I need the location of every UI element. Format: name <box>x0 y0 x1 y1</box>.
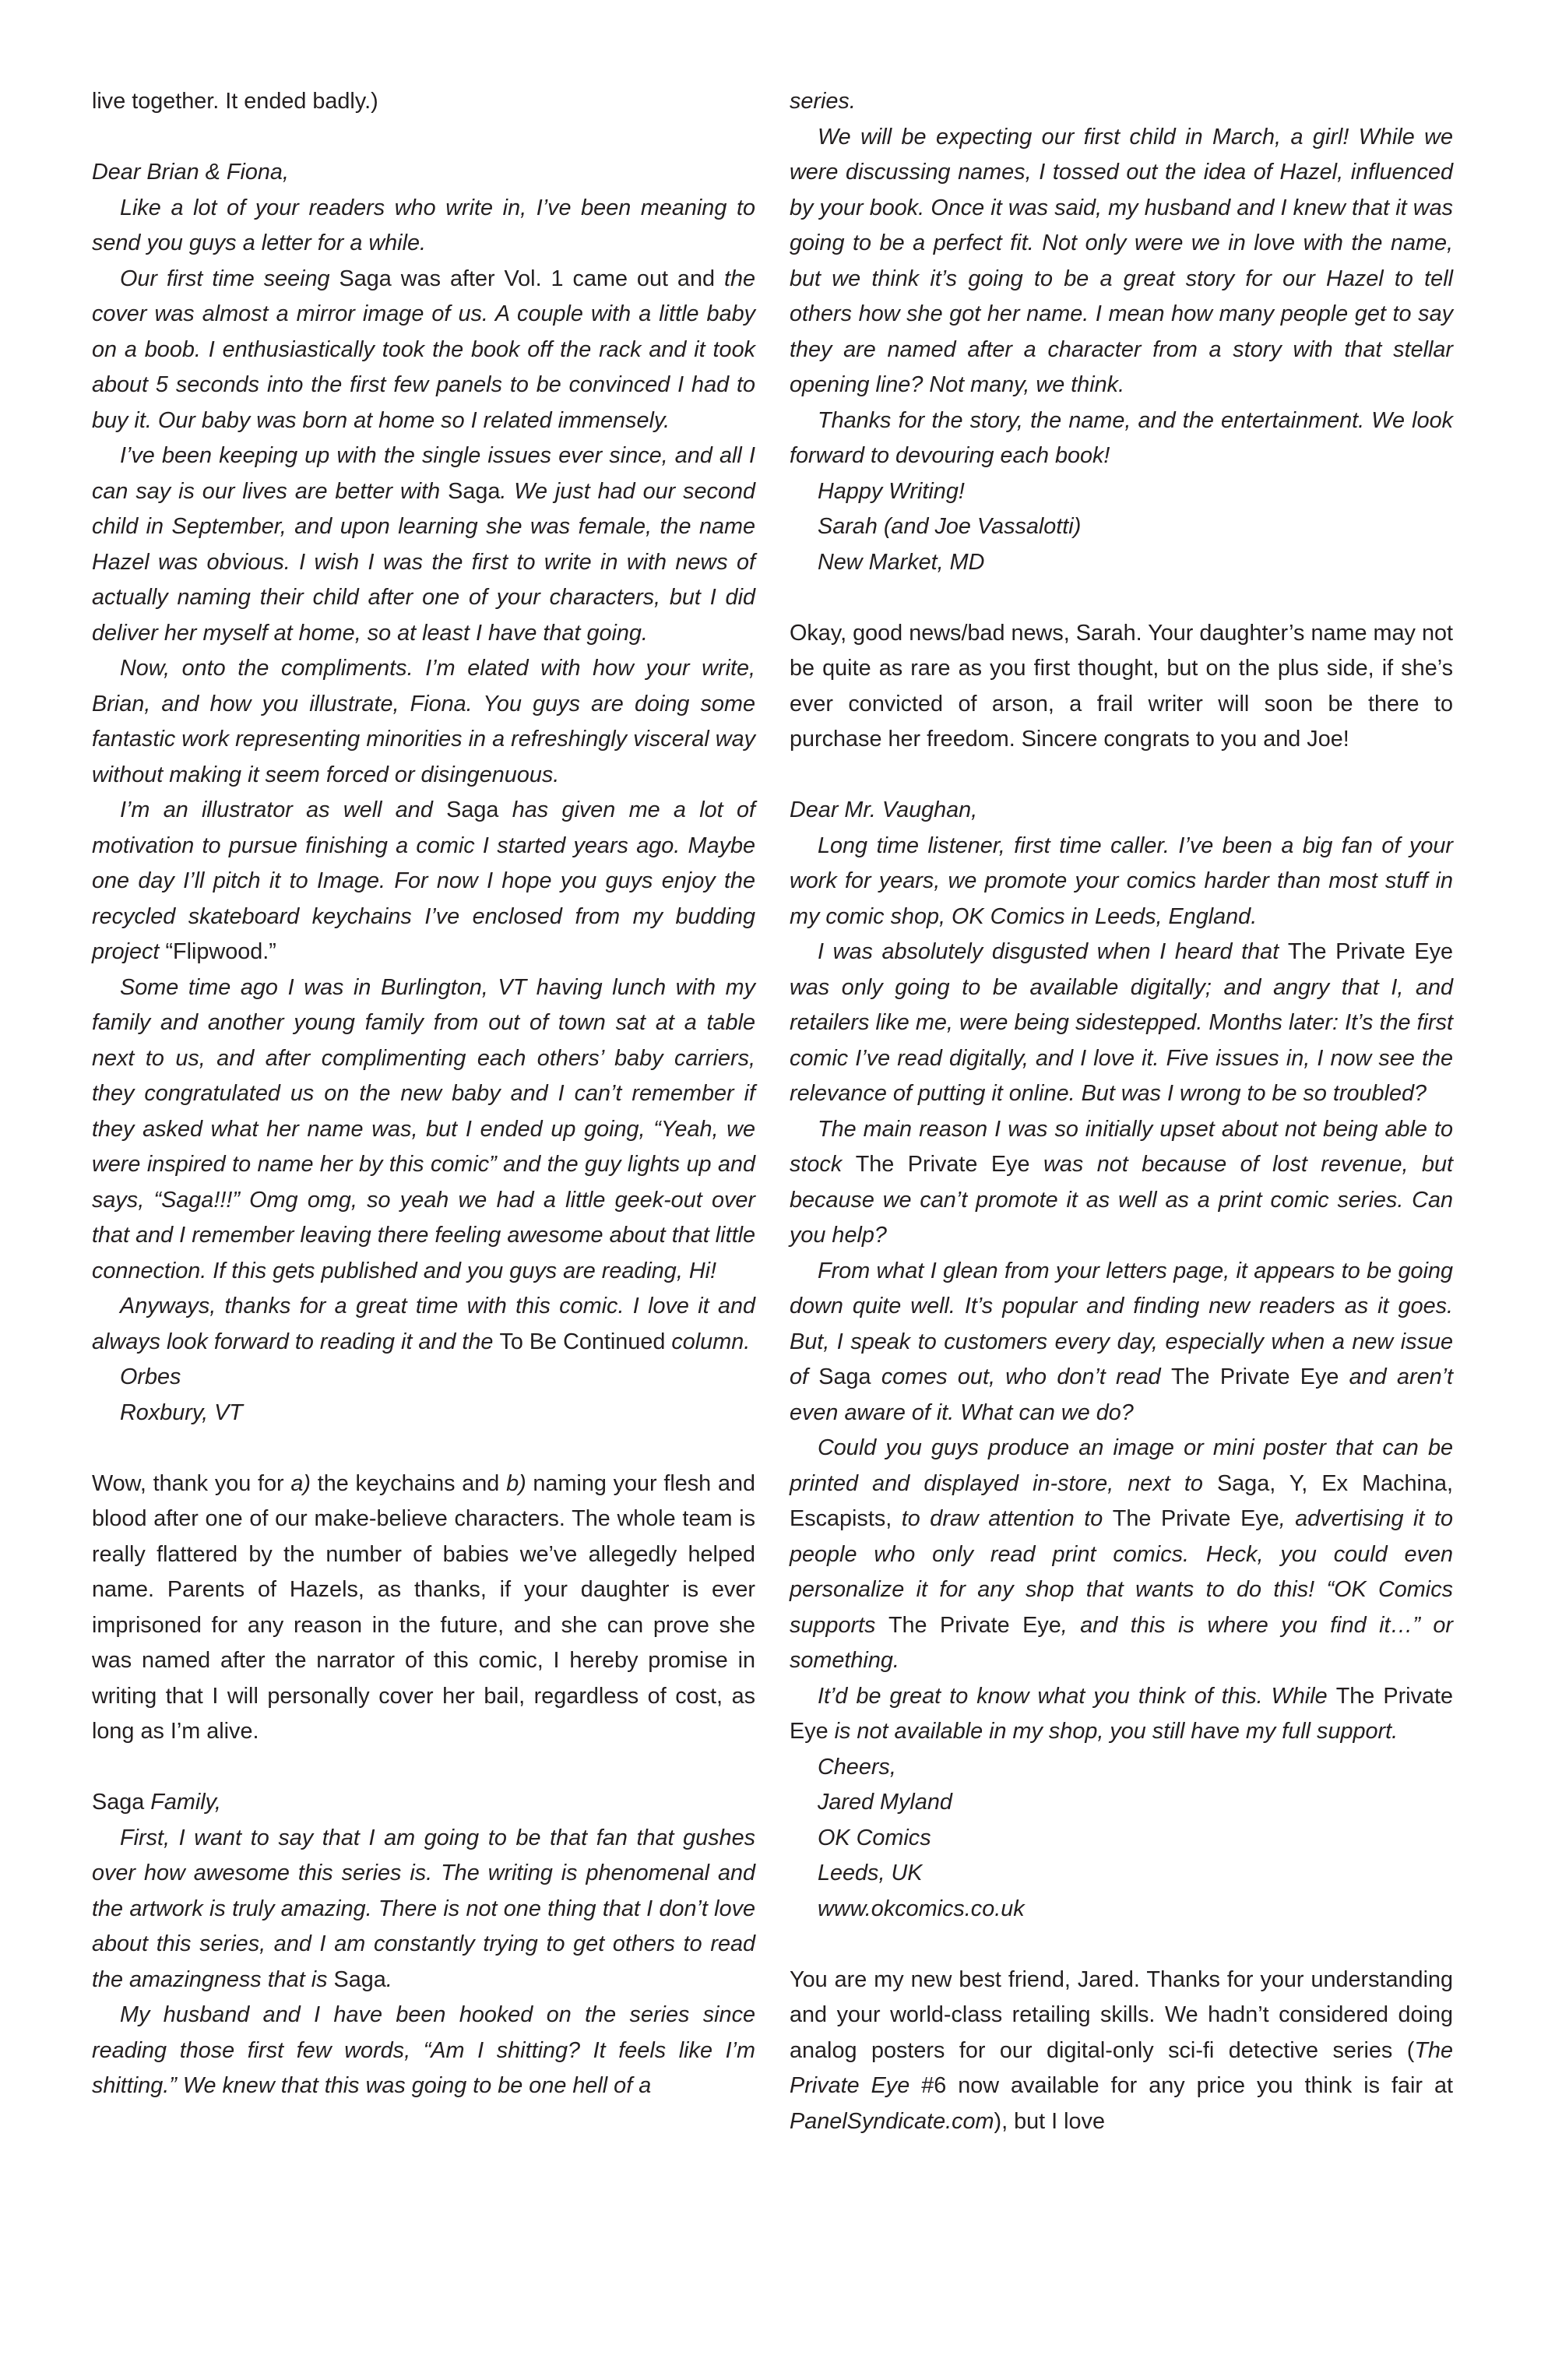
letter3-signature-place: Leeds, UK <box>818 1861 923 1885</box>
title-reference: The Private Eye <box>888 1612 1061 1638</box>
letter2-paragraph: My husband and I have been hooked on the series since reading those first few words, “Am I shitting? It feels like I’m shitting.” We knew that this was going to be one hell of a <box>92 2002 755 2098</box>
title-reference: Saga, Y, Ex Machina, Escapists, <box>790 1470 1453 1531</box>
text-span: . <box>385 1966 392 1992</box>
letter1-paragraph <box>92 793 755 970</box>
letter3-salutation: Dear Mr. Vaughan, <box>790 797 978 822</box>
letter3-closing: Cheers, <box>818 1754 896 1780</box>
letter1-signature-place: Roxbury, VT <box>120 1399 243 1425</box>
letter3-signature-url: www.okcomics.co.uk <box>818 1896 1025 1921</box>
title-reference: The Private Eye <box>790 2037 1453 2098</box>
text-span: was only going to be available digitally; and angry that I, and retailers like me, were being sidestepped. Months later: It’s the first comic I’ve read digitally, and I love it. Five issues in, I now see the relevance of putting it online. But was I wrong to be so troubled? <box>790 974 1453 1106</box>
text-span: , advertising it to people who only read print comics. Heck, you could even personalize it for any shop that wants to do this! “OK Comics supports <box>790 1506 1453 1638</box>
text-span: is not available in my shop, you still have my full support. <box>828 1719 1398 1744</box>
letter2-signature-place: New Market, MD <box>818 549 985 575</box>
text-span: I’m an illustrator as well and <box>120 797 447 822</box>
letter3-paragraph: Long time listener, first time caller. I’ve been a big fan of your work for years, we promote your comics harder than most stuff in my comic shop, OK Comics in Leeds, England. <box>790 833 1453 929</box>
paragraph-gap <box>92 120 755 156</box>
letter1-paragraph: Some time ago I was in Burlington, VT having lunch with my family and another young family from out of town sat at a table next to us, and after complimenting each others’ baby carriers, they congratulated us on the new baby and I can’t remember if they asked what her name was, but I ended up going, “Yeah, we were inspired to name her by this comic” and the guy lights up and says, “Saga!!!” Omg omg, so yeah we had a little geek-out over that and I remember leaving there feeling awesome about that little connection. If this gets published and you guys are reading, Hi! <box>92 974 755 1283</box>
text-span: Family, <box>144 1790 221 1815</box>
text-span: the cover was almost a mirror image of us. A couple with a little baby on a boob. I enthusiastically took the book off the rack and it took about 5 seconds into the first few panels to be convinced I had to buy it. Our baby was born at home so I related immensely. <box>92 266 755 433</box>
letter2-paragraph <box>92 1821 755 1998</box>
letter2-paragraph: We will be expecting our first child in March, a girl! While we were discussing names, I tossed out the idea of Hazel, influenced by your book. Once it was said, my husband and I knew that it was going to be a perfect fit. Not only were we in love with the name, but we think it’s going to be a great story for our Hazel to tell others how she got her name. I mean how many people get to say they are named after a character from a story with that stellar opening line? Not many, we think. <box>790 124 1453 397</box>
letter2-continued: series. <box>790 89 856 114</box>
paragraph-gap <box>92 1431 755 1466</box>
letter2-salutation <box>92 1785 755 1821</box>
letter1-salutation: Dear Brian & Fiona, <box>92 160 289 185</box>
title-reference: The Private Eye <box>790 1683 1453 1744</box>
text-span: The main reason I was so initially upset about not being able to stock <box>790 1116 1453 1177</box>
letter1-paragraph <box>92 262 755 439</box>
text-span: . We just had our second child in September, and upon learning she was female, the name Hazel was obvious. I wish I was the first to write in with news of actually naming their child after one of your characters, but I did deliver her myself at home, so at least I have that going. <box>92 478 755 646</box>
letter2-paragraph: Thanks for the story, the name, and the entertainment. We look forward to devouring each book! <box>790 407 1453 468</box>
text-span: Could you guys produce an image or mini poster that can be printed and displayed in-store, next to <box>790 1435 1453 1496</box>
reply1 <box>92 1466 755 1750</box>
text-span: to draw attention to <box>892 1506 1113 1531</box>
text-span: From what I glean from your letters page, it appears to be going down quite well. It’s popular and finding new readers as it goes. But, I speak to customers every day, especially when a new issue of <box>790 1258 1453 1389</box>
text-span: #6 now available for any price you think is fair at <box>909 2073 1454 2098</box>
letter3-signature-name: Jared Myland <box>818 1790 952 1815</box>
title-reference: The Private Eye <box>855 1152 1030 1177</box>
text-span: First, I want to say that I am going to be that fan that gushes over how awesome this series is. The writing is phenomenal and the artwork is truly amazing. There is not one thing that I don’t love about this series, and I am constantly trying to get others to read the amazingness that is <box>92 1825 755 1992</box>
text-span: Anyways, thanks for a great time with this comic. I love it and always look forward to reading it and the <box>92 1294 755 1354</box>
title-reference: The Private Eye <box>1170 1364 1339 1389</box>
letter1-paragraph: Now, onto the compliments. I’m elated with how your write, Brian, and how you illustrate, Fiona. You guys are doing some fantastic work representing minorities in a refreshingly visceral way without making it seem forced or disingenuous. <box>92 656 755 787</box>
text-span: naming your flesh and blood after one of our make-believe characters. The whole team is really flattered by the number of babies we’ve allegedly helped name. Parents of Hazels, as thanks, if your daughter is ever imprisoned for any reason in the future, and she can prove she was named after the narrator of this comic, I hereby promise in writing that I will personally cover her bail, regardless of cost, as long as I’m alive. <box>92 1470 755 1744</box>
url-reference: PanelSyndicate.com <box>790 2108 994 2134</box>
title-reference: Saga <box>448 478 501 504</box>
letter3-paragraph <box>790 1254 1453 1431</box>
reply2: Okay, good news/bad news, Sarah. Your daughter’s name may not be quite as rare as you first thought, but on the plus side, if she’s ever convicted of arson, a frail writer will soon be there to purchase her freedom. Sincere congrats to you and Joe! <box>790 620 1453 752</box>
letter3-signature-shop: OK Comics <box>818 1825 931 1850</box>
letter1-signature-name: Orbes <box>120 1364 181 1389</box>
text-span: Wow, thank you for <box>92 1470 291 1496</box>
left-column <box>92 84 755 2104</box>
text-span: has given me a lot of motivation to pursue finishing a comic I started years ago. Maybe one day I’ll pitch it to Image. For now I hope you guys enjoy the recycled skateboard keychains I’ve enclosed from my budding project <box>92 797 755 964</box>
text-span: ), but I love <box>994 2108 1105 2134</box>
text-span: and aren’t even aware of it. What can we do? <box>790 1364 1453 1425</box>
letter1-paragraph <box>92 1289 755 1360</box>
letter1-paragraph <box>92 438 755 651</box>
letter3-paragraph <box>790 1679 1453 1750</box>
title-reference: Saga <box>333 1966 386 1992</box>
reply3 <box>790 1963 1453 2140</box>
letter3-paragraph <box>790 1112 1453 1254</box>
right-column <box>790 84 1453 2139</box>
letter3-paragraph <box>790 1431 1453 1679</box>
letter3-paragraph <box>790 935 1453 1112</box>
title-reference: Saga <box>818 1364 871 1389</box>
title-reference: The Private Eye <box>1287 939 1453 964</box>
text-span: It’d be great to know what you think of this. While <box>818 1683 1336 1709</box>
letter1-paragraph: Like a lot of your readers who write in, I’ve been meaning to send you guys a letter for a while. <box>92 195 755 255</box>
title-reference: “Flipwood.” <box>165 939 276 964</box>
text-span: , and this is where you find it…” or something. <box>790 1612 1453 1673</box>
text-span: Our first time seeing <box>120 266 340 291</box>
text-span: column. <box>665 1329 751 1354</box>
text-span: I’ve been keeping up with the single issues ever since, and all I can say is our lives are better with <box>92 443 755 504</box>
paragraph-gap <box>790 758 1453 794</box>
text-span: You are my new best friend, Jared. Thanks for your understanding and your world-class retailing skills. We hadn’t considered doing analog posters for our digital-only sci-fi detective series ( <box>790 1966 1453 2063</box>
text-span: I was absolutely disgusted when I heard that <box>818 939 1288 964</box>
text-span: was not because of lost revenue, but because we can’t promote it as well as a print comic series. Can you help? <box>790 1152 1453 1248</box>
title-reference: To Be Continued <box>499 1329 666 1354</box>
letter2-signature-name: Sarah (and Joe Vassalotti) <box>818 514 1082 539</box>
title-reference: Saga <box>92 1790 145 1815</box>
paragraph-gap <box>790 580 1453 616</box>
letter2-closing: Happy Writing! <box>818 478 965 504</box>
continued-reply: live together. It ended badly.) <box>92 89 378 114</box>
text-span: Saga was after Vol. 1 came out and <box>339 266 715 291</box>
text-span: a) <box>290 1470 311 1496</box>
text-span: the keychains and <box>310 1470 507 1496</box>
paragraph-gap <box>92 1750 755 1786</box>
text-span: b) <box>506 1470 526 1496</box>
paragraph-gap <box>790 1927 1453 1963</box>
title-reference: The Private Eye <box>1112 1506 1279 1531</box>
text-span: comes out, who don’t read <box>871 1364 1171 1389</box>
title-reference: Saga <box>446 797 499 822</box>
